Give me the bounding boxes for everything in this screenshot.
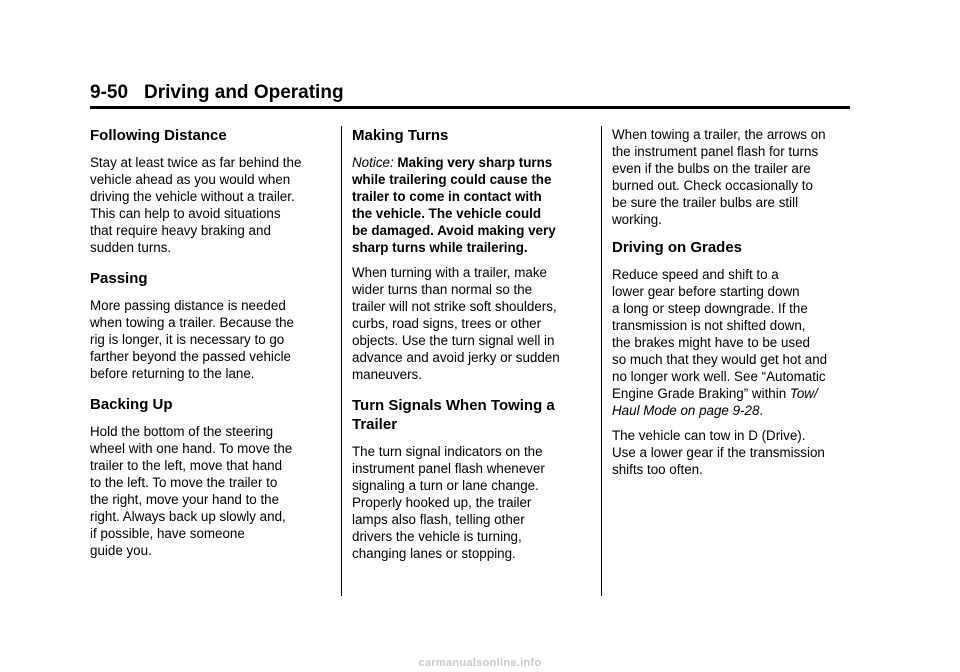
paragraph-making-turns: When turning with a trailer, make wider turns than normal so the trailer will not strike soft shoulders, curbs, road signs, trees or other objects. Use the turn signal well in advance and avoid jerky or sudden maneuvers. [352,265,560,382]
paragraph-driving-on-grades [612,266,852,419]
grades-text: Reduce speed and shift to a lower gear before starting down a long or steep downgrade. If the transmission is not shifted down, the brakes might have to be used so much that they would get hot and no longer work well. See “Automatic Engine Grade Braking” within [612,267,828,401]
notice-label: Notice: [352,155,394,170]
grades-end: . [759,403,764,418]
paragraph-backing-up: Hold the bottom of the steering wheel with one hand. To move the trailer to the left, move that hand to the left. To move the trailer to the right, move your hand to the right. Always back up slowly and, if possible, have someone guide you. [90,424,293,558]
column-3 [612,126,852,486]
paragraph-passing: More passing distance is needed when towing a trailer. Because the rig is longer, it is necessary to go farther beyond the passed vehicle before returning to the lane. [90,298,294,381]
paragraph-turn-signals: The turn signal indicators on the instrument panel flash whenever signaling a turn or lane change. Properly hooked up, the trailer lamps also flash, telling other drivers the vehicle is turning, changing lanes or stopping. [352,444,545,561]
paragraph-turn-signals-cont: When towing a trailer, the arrows on the instrument panel flash for turns even if the bulbs on the trailer are burned out. Check occasionally to be sure the trailer bulbs are still working. [612,127,826,227]
header-rule [90,106,850,109]
page-number: 9-50 [90,82,129,103]
paragraph-following-distance: Stay at least twice as far behind the vehicle ahead as you would when driving the vehicle without a trailer. This can help to avoid situations that require heavy braking and sudden turns. [90,155,302,255]
header-title [90,82,850,104]
section-title: Driving and Operating [144,82,344,103]
page-header [90,82,850,104]
paragraph-drive-gear: The vehicle can tow in D (Drive). Use a lower gear if the transmission shifts too often. [612,428,825,477]
heading-driving-on-grades: Driving on Grades [612,239,743,256]
heading-turn-signals: Turn Signals When Towing a Trailer [352,397,555,433]
column-1 [90,126,330,567]
heading-backing-up: Backing Up [90,396,173,413]
column-2 [352,126,592,570]
watermark: carmanualsonline.info [418,657,542,669]
tow-haul-mode-link[interactable]: Tow/ Haul Mode on page 9-28 [612,386,818,418]
notice-paragraph [352,154,592,256]
heading-making-turns: Making Turns [352,127,449,144]
heading-following-distance: Following Distance [90,127,227,144]
column-divider-1 [341,126,342,596]
column-divider-2 [601,126,602,596]
notice-text: Making very sharp turns while trailering could cause the trailer to come in contact with the vehicle. The vehicle could be damaged. Avoid making very sharp turns while trailering. [352,155,556,255]
heading-passing: Passing [90,270,148,287]
